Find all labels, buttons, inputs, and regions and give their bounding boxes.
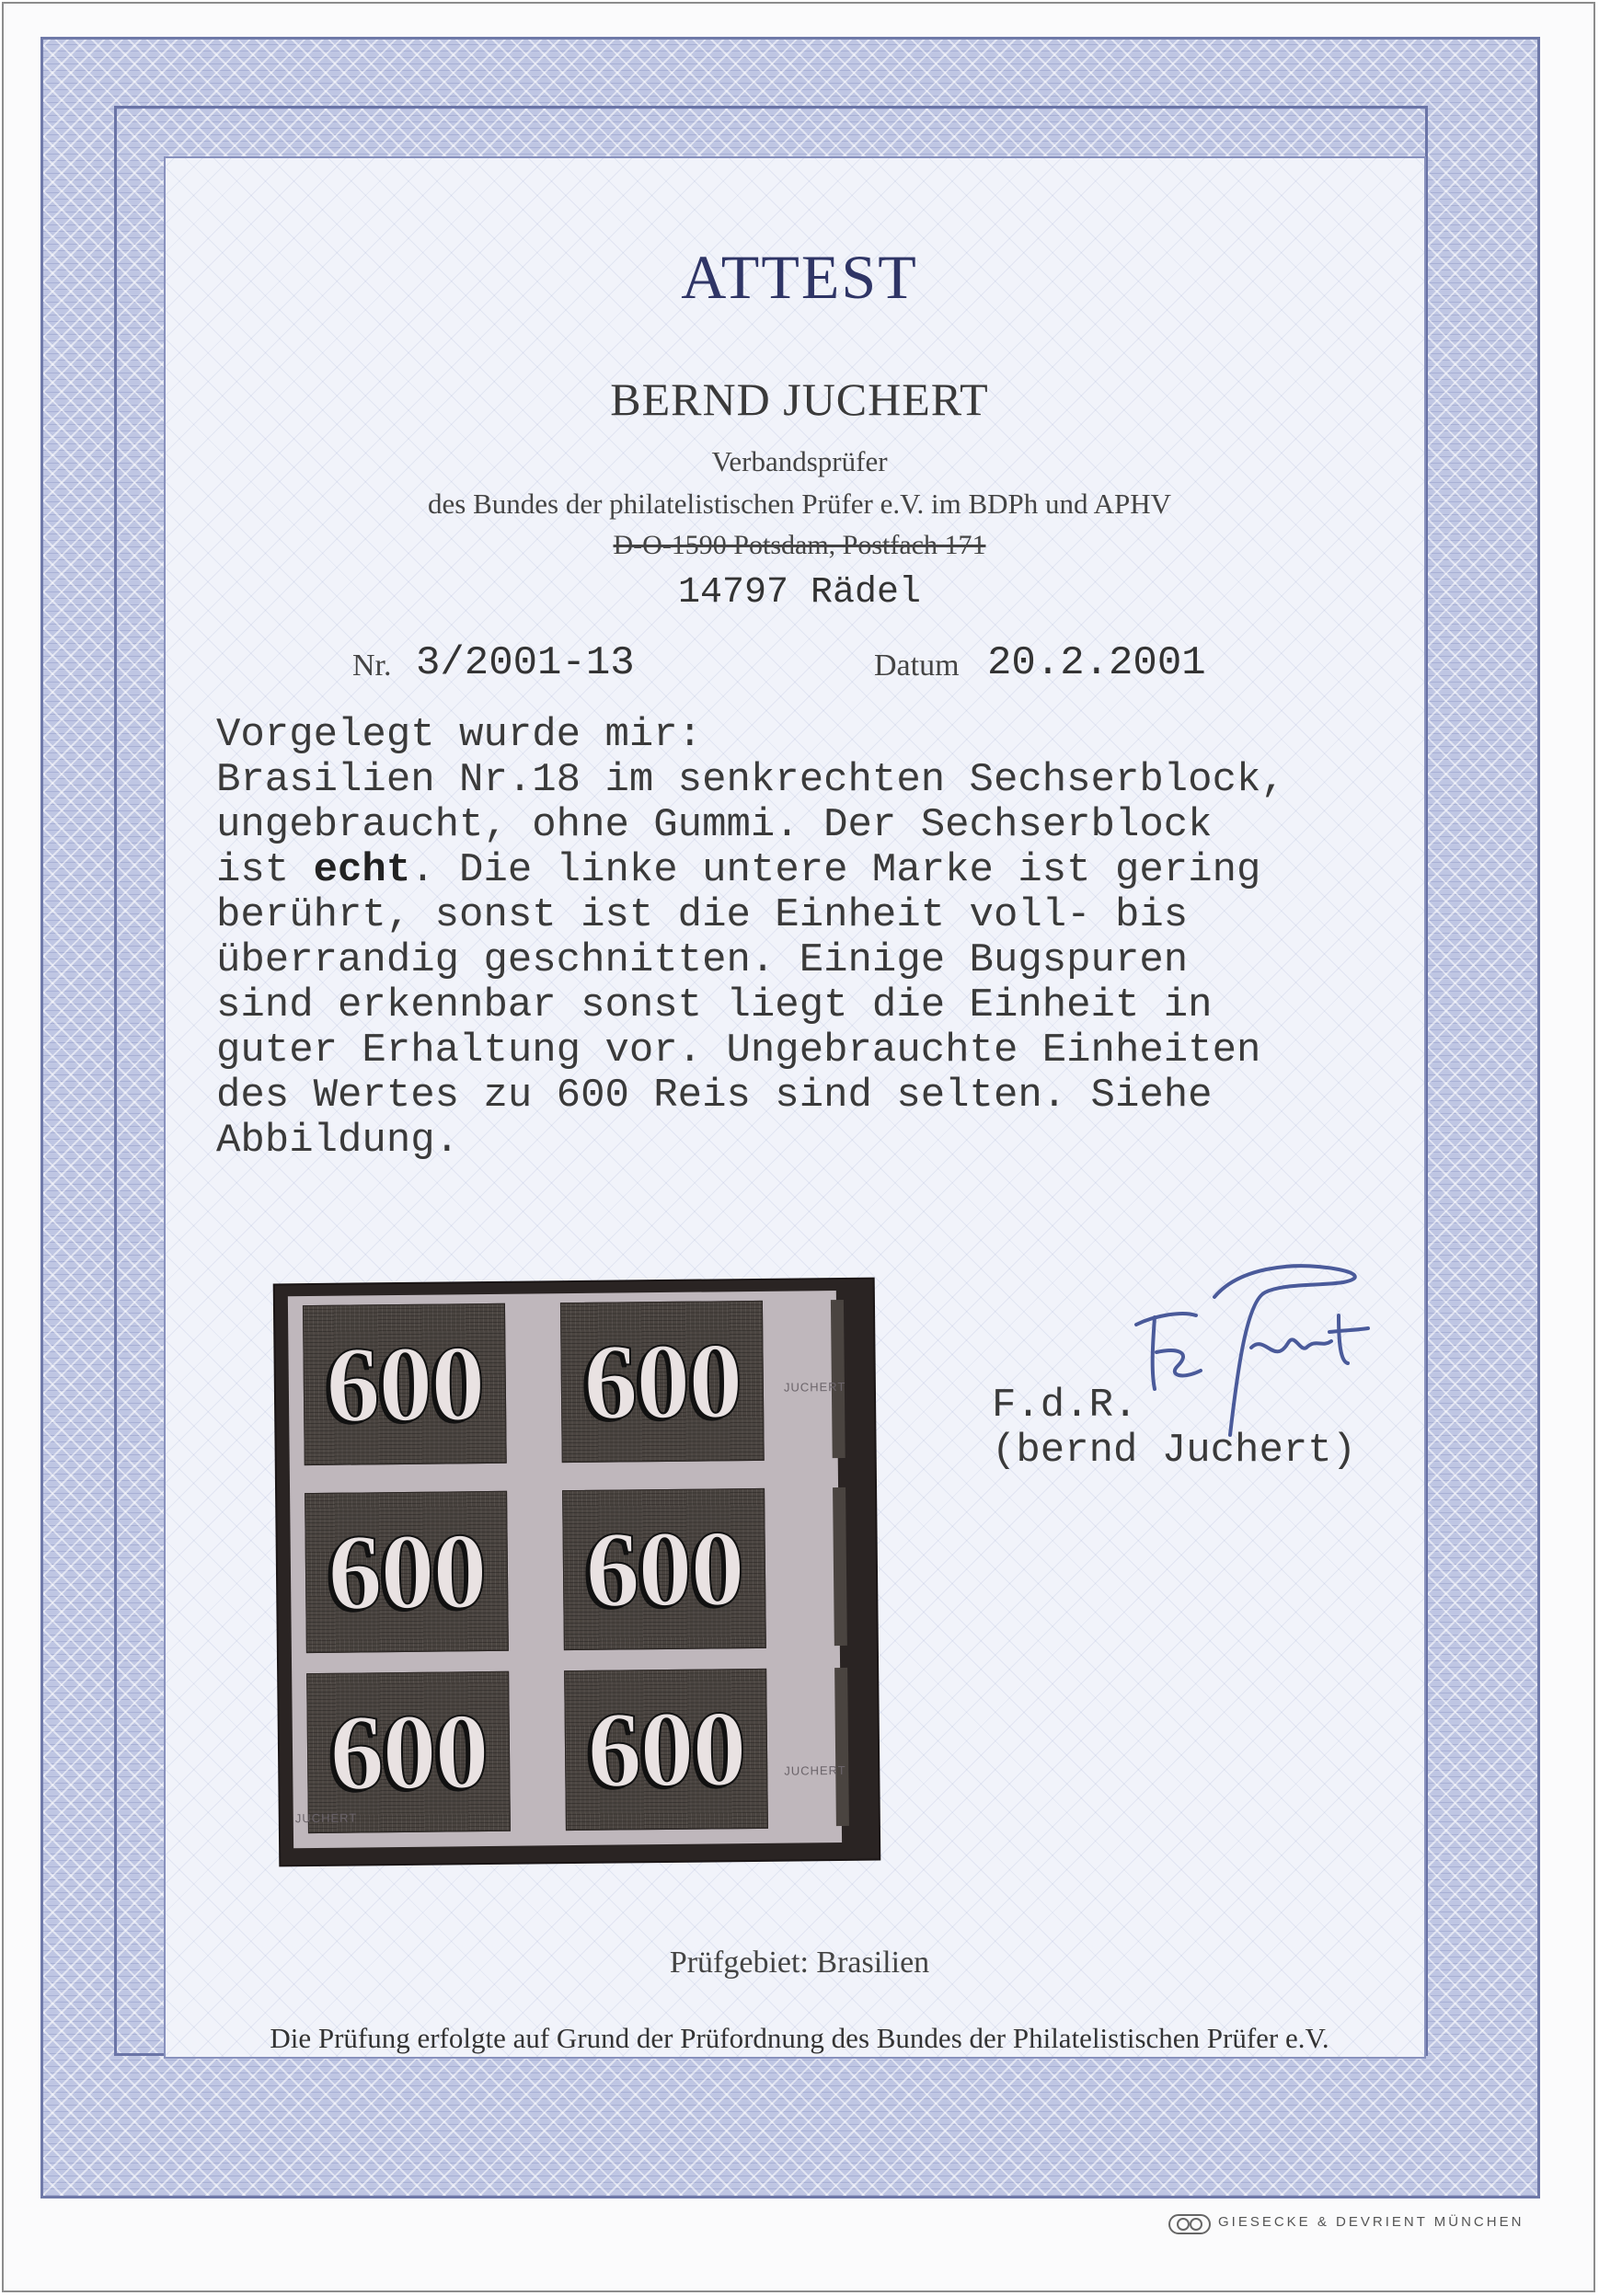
genuine-verdict: echt	[313, 847, 411, 893]
stamp-face-value: 600	[325, 1323, 485, 1445]
report-line: sind erkennbar sonst liegt die Einheit in	[216, 982, 1213, 1028]
expert-mark: JUCHERT	[294, 1810, 358, 1826]
report-line: Abbildung.	[216, 1118, 460, 1164]
report-line: guter Erhaltung vor. Ungebrauchte Einheiten	[216, 1027, 1261, 1073]
printer-imprint	[1168, 2213, 1564, 2235]
report-text-fragment: . Die linke untere Marke ist gering	[410, 847, 1261, 893]
stamp	[562, 1488, 766, 1650]
stamp-block-photo	[275, 1280, 880, 1866]
report-line: des Wertes zu 600 Reis sind selten. Siehe	[216, 1073, 1213, 1119]
stamp-face-value: 600	[328, 1691, 489, 1813]
stamp-face-value: 600	[582, 1320, 742, 1442]
handwritten-signature	[1127, 1260, 1394, 1444]
report-line: Vorgelegt wurde mir:	[216, 712, 703, 758]
stamp	[305, 1491, 509, 1653]
expert-mark: JUCHERT	[784, 1762, 846, 1778]
stamp-face-value: 600	[586, 1688, 746, 1810]
report-text	[216, 713, 1431, 1164]
report-line: Brasilien Nr.18 im senkrechten Sechserblock,	[216, 757, 1285, 803]
stamp-face-value: 600	[584, 1508, 744, 1630]
examiner-association: des Bundes der philatelistischen Prüfer e.V. im BDPh und APHV	[428, 488, 1171, 520]
exam-area: Prüfgebiet: Brasilien	[669, 1946, 930, 1980]
adjacent-stamp-edge	[834, 1668, 849, 1826]
old-address-line	[0, 530, 1599, 561]
exam-rules: Die Prüfung erfolgte auf Grund der Prüfordnung des Bundes der Philatelistischen Prüfer e.V.	[270, 2022, 1329, 2054]
stamp-block-paper	[288, 1291, 846, 1848]
report-text-fragment: ist	[216, 847, 314, 893]
stamp	[306, 1671, 511, 1833]
stamp	[564, 1669, 768, 1831]
certificate-number-label: Nr.	[352, 649, 392, 683]
expert-mark: JUCHERT	[783, 1379, 846, 1395]
new-address: 14797 Rädel	[677, 572, 922, 614]
report-line	[216, 848, 1431, 893]
report-line: ungebraucht, ohne Gummi. Der Sechserblock	[216, 802, 1213, 848]
examiner-name: BERND JUCHERT	[610, 373, 989, 425]
signed-for-label: F.d.R.	[992, 1383, 1138, 1429]
stamp-face-value: 600	[327, 1510, 487, 1633]
examiner-role: Verbandsprüfer	[711, 445, 888, 477]
signer-name: (bernd Juchert)	[992, 1428, 1357, 1474]
old-address: D-O-1590 Potsdam, Postfach 171	[613, 530, 986, 560]
certificate-title: ATTEST	[681, 242, 918, 312]
report-line: berührt, sonst ist die Einheit voll- bis	[216, 892, 1189, 938]
report-line: überrandig geschnitten. Einige Bugspuren	[216, 937, 1189, 983]
adjacent-stamp-edge	[833, 1487, 847, 1646]
printer-logo-icon	[1168, 2214, 1211, 2234]
certificate-number: 3/2001-13	[416, 640, 635, 686]
stamp	[560, 1301, 765, 1463]
date-label: Datum	[874, 649, 960, 683]
stamp	[303, 1303, 507, 1465]
printer-name: GIESECKE & DEVRIENT MÜNCHEN	[1218, 2214, 1524, 2230]
certificate-date: 20.2.2001	[987, 640, 1206, 686]
